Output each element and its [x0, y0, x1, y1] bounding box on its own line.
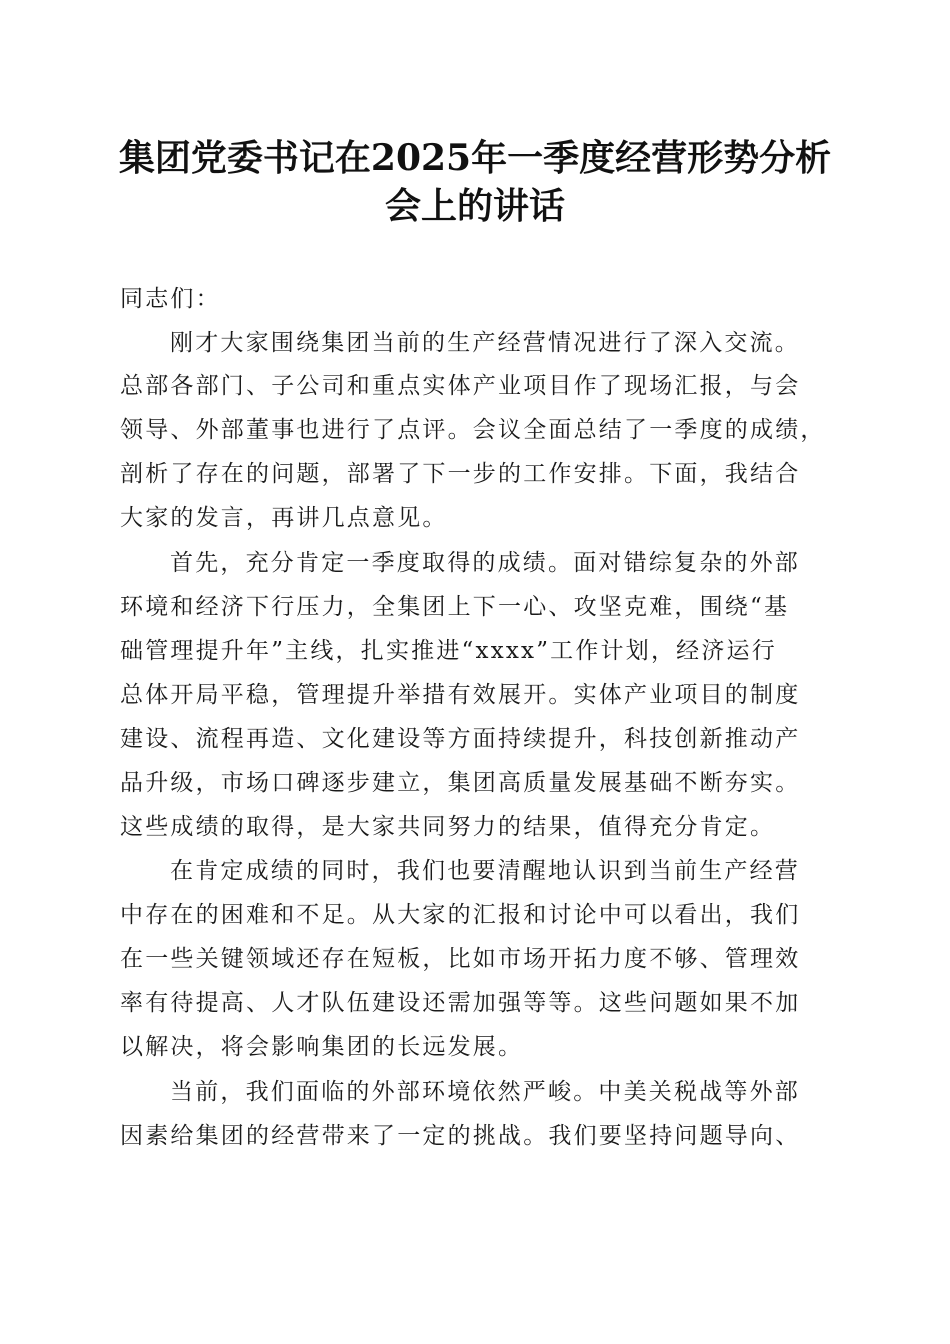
- body-line: 首先，充分肯定一季度取得的成绩。面对错综复杂的外部: [170, 550, 800, 576]
- body-line: 大家的发言，再讲几点意见。: [120, 505, 448, 531]
- body-line: 总体开局平稳，管理提升举措有效展开。实体产业项目的制度: [120, 682, 801, 708]
- body-line: 这些成绩的取得，是大家共同努力的结果，值得充分肯定。: [120, 814, 776, 840]
- document-title-line-1: 集团党委书记在2025年一季度经营形势分析: [118, 137, 832, 179]
- document-title-line-2: 会上的讲话: [384, 185, 565, 227]
- body-line: 环境和经济下行压力，全集团上下一心、攻坚克难，围绕“基: [120, 594, 790, 620]
- body-line: 建设、流程再造、文化建设等方面持续提升，科技创新推动产: [120, 726, 801, 752]
- body-line: 刚才大家围绕集团当前的生产经营情况进行了深入交流。: [170, 330, 800, 356]
- body-line: 率有待提高、人才队伍建设还需加强等等。这些问题如果不加: [120, 990, 801, 1016]
- body-line: 当前，我们面临的外部环境依然严峻。中美关税战等外部: [170, 1079, 800, 1105]
- body-line: 总部各部门、子公司和重点实体产业项目作了现场汇报，与会: [120, 373, 801, 399]
- body-line: 中存在的困难和不足。从大家的汇报和讨论中可以看出，我们: [120, 902, 801, 928]
- body-line: 以解决，将会影响集团的长远发展。: [120, 1034, 524, 1060]
- body-line: 剖析了存在的问题，部署了下一步的工作安排。下面，我结合: [120, 461, 801, 487]
- body-line: 在一些关键领域还存在短板，比如市场开拓力度不够、管理效: [120, 946, 801, 972]
- body-line: 品升级，市场口碑逐步建立，集团高质量发展基础不断夯实。: [120, 770, 801, 796]
- body-line: 领导、外部董事也进行了点评。会议全面总结了一季度的成绩，: [120, 417, 826, 443]
- body-line: 在肯定成绩的同时，我们也要清醒地认识到当前生产经营: [170, 858, 800, 884]
- body-line: 因素给集团的经营带来了一定的挑战。我们要坚持问题导向、: [120, 1123, 801, 1149]
- body-line: 础管理提升年”主线，扎实推进“xxxx”工作计划，经济运行: [120, 638, 777, 664]
- salutation: 同志们：: [120, 286, 221, 312]
